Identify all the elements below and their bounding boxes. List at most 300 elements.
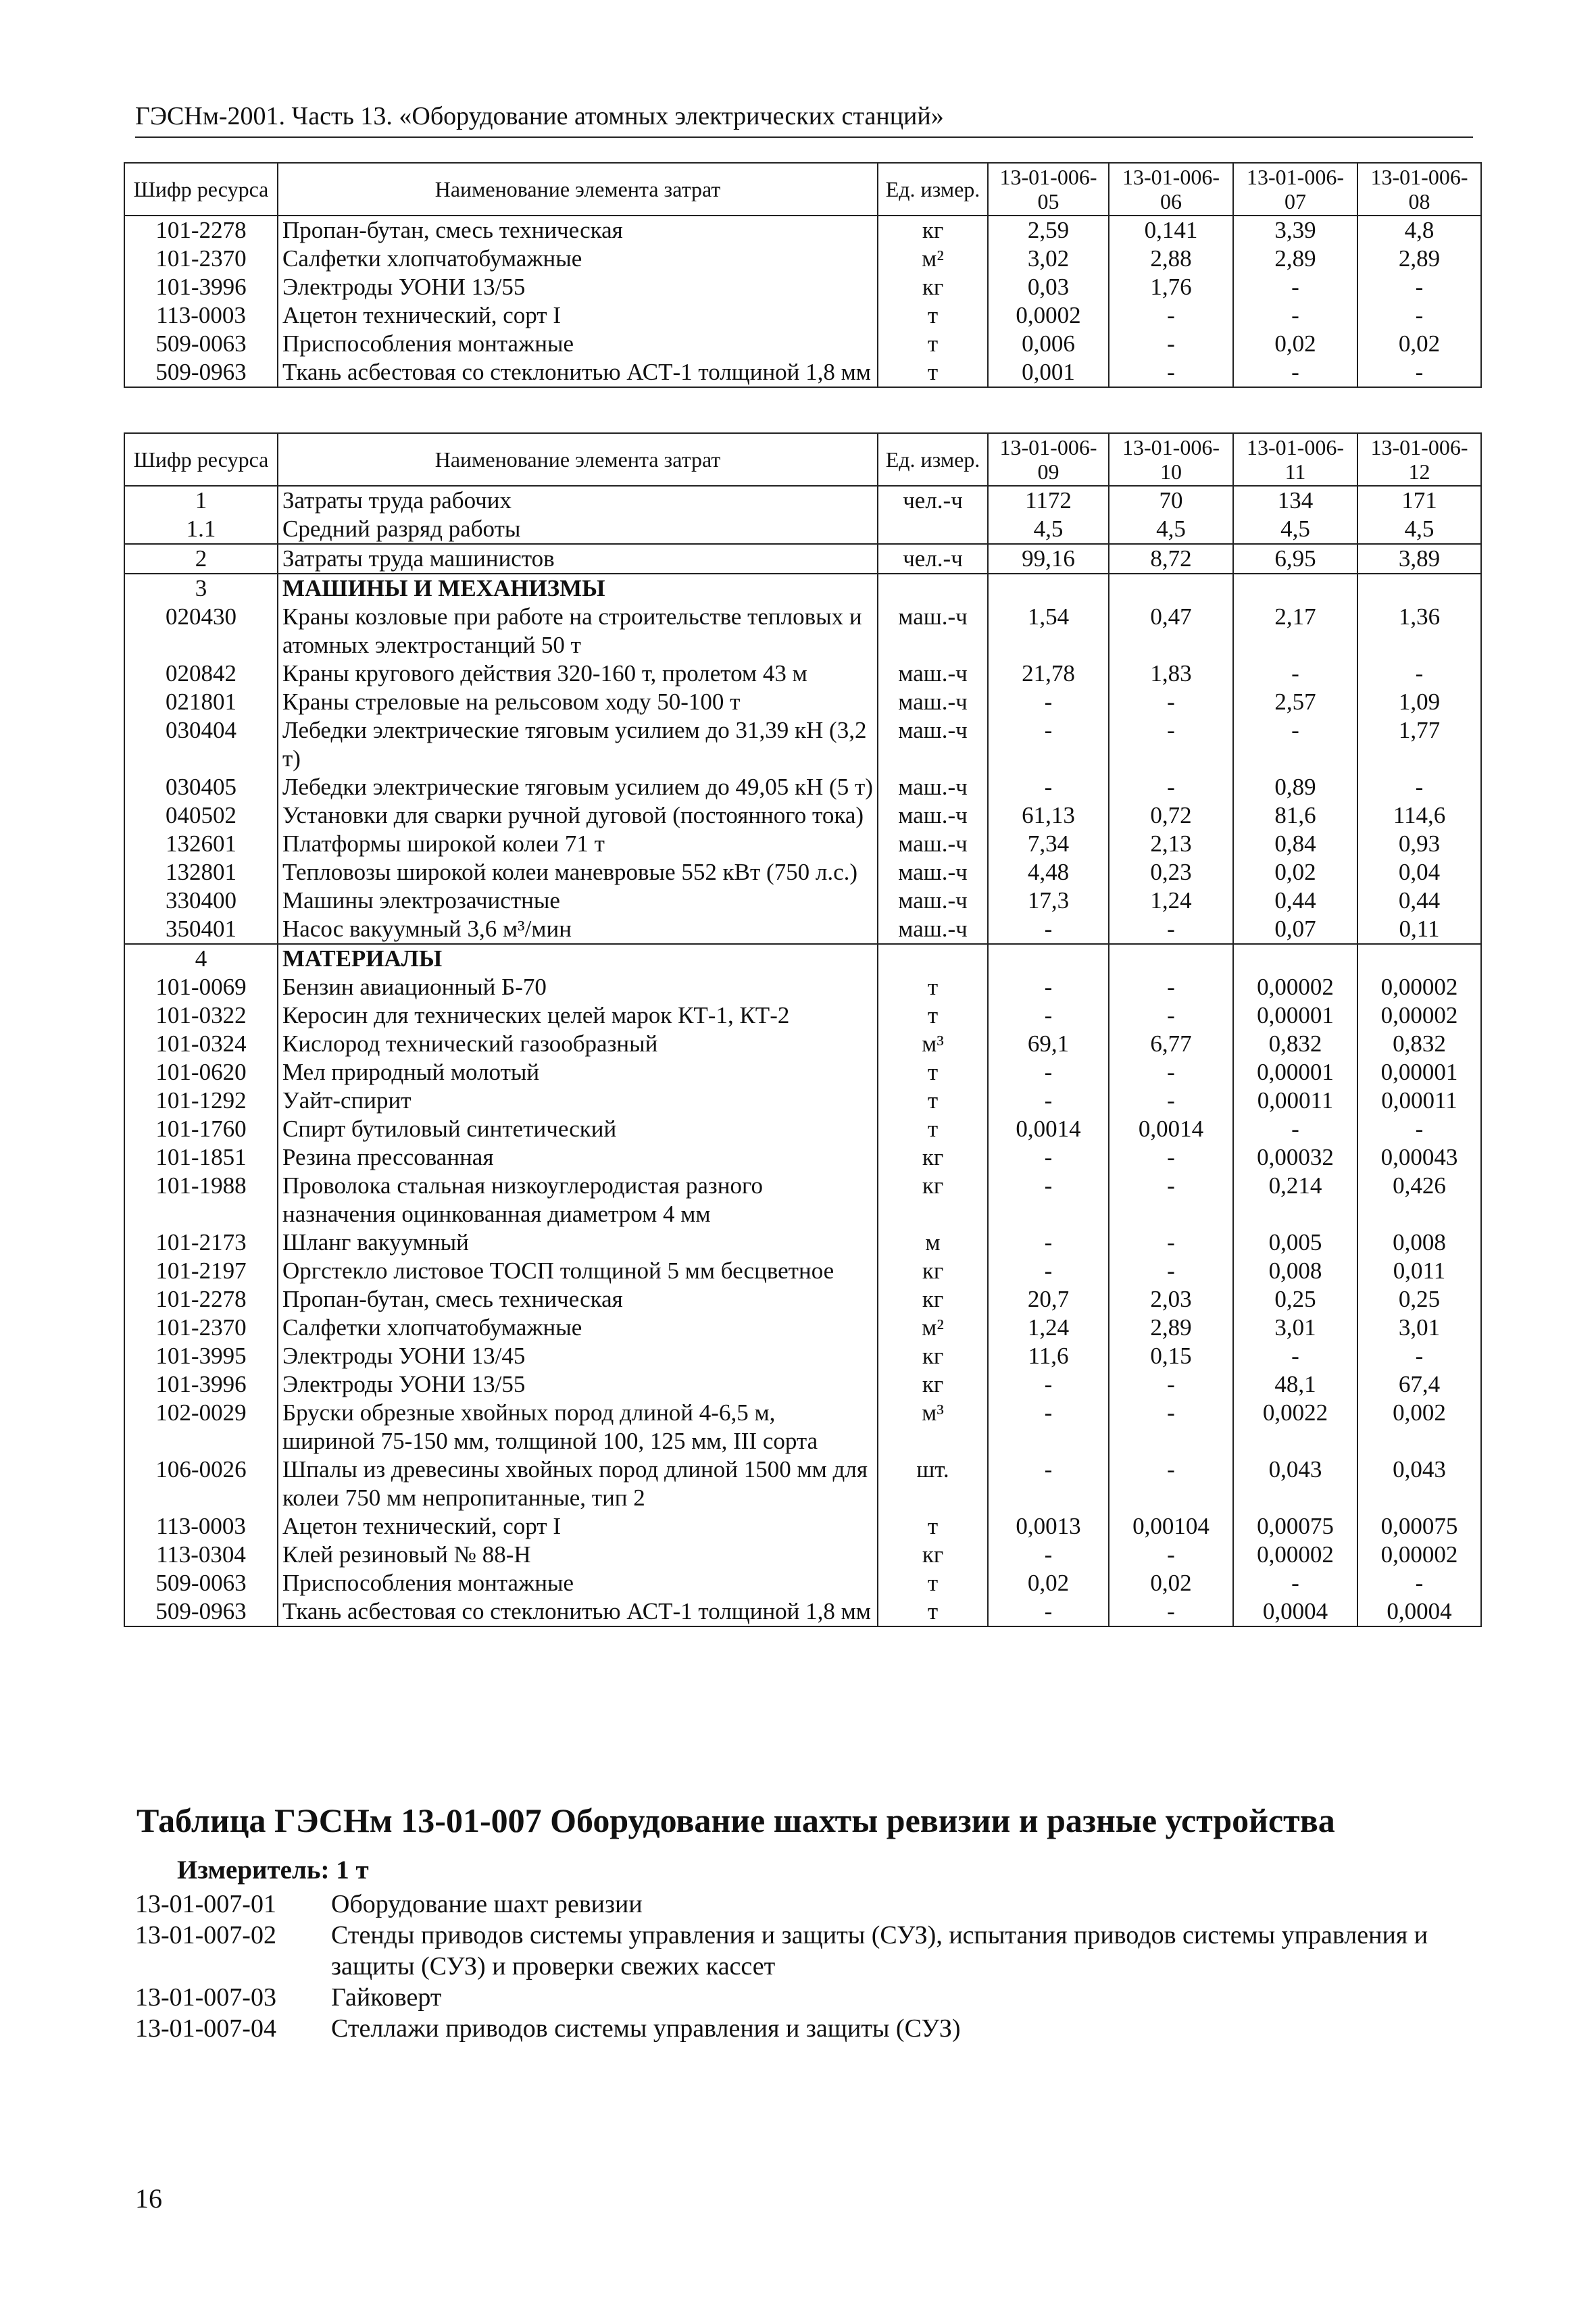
cost-element-name: Ткань асбестовая со стеклонитью АСТ-1 толщиной 1,8 мм xyxy=(278,358,878,387)
norm-value: 4,5 xyxy=(988,515,1109,544)
table-row xyxy=(124,1115,1481,1143)
cost-element-name: Средний разряд работы xyxy=(278,515,878,544)
norm-value: - xyxy=(1109,330,1233,358)
resource-code: 330400 xyxy=(124,887,278,915)
norm-value: 20,7 xyxy=(988,1285,1109,1314)
norm-value: - xyxy=(1233,1342,1357,1370)
norm-value: 0,04 xyxy=(1357,858,1481,887)
header-col-1: 13-01-006-09 xyxy=(988,433,1109,486)
norm-value: 1,54 xyxy=(988,603,1109,659)
norm-value: 2,17 xyxy=(1233,603,1357,659)
norm-value: 1,76 xyxy=(1109,273,1233,301)
resource-code: 509-0063 xyxy=(124,1569,278,1597)
work-description: Гайковерт xyxy=(331,1983,442,2012)
cost-element-name: Уайт-спирит xyxy=(278,1087,878,1115)
table-title: Таблица ГЭСНм 13-01-007 Оборудование шахты ревизии и разные устройства xyxy=(136,1801,1335,1839)
cost-element-name: Ацетон технический, сорт I xyxy=(278,301,878,330)
norm-value: 0,00032 xyxy=(1233,1143,1357,1172)
cost-element-name: Салфетки хлопчатобумажные xyxy=(278,245,878,273)
norm-value: - xyxy=(1109,773,1233,801)
unit-of-measure: т xyxy=(878,1058,988,1087)
norm-value: 2,89 xyxy=(1233,245,1357,273)
norm-value: - xyxy=(988,1455,1109,1512)
resource-code: 101-1292 xyxy=(124,1087,278,1115)
norm-value: - xyxy=(988,1143,1109,1172)
unit-of-measure xyxy=(878,515,988,544)
unit-of-measure: маш.-ч xyxy=(878,887,988,915)
header-col-3: 13-01-006-11 xyxy=(1233,433,1357,486)
norm-value: 1,83 xyxy=(1109,659,1233,688)
header-unit: Ед. измер. xyxy=(878,163,988,216)
norm-value: - xyxy=(988,1370,1109,1399)
norm-value: - xyxy=(988,1257,1109,1285)
resource-code: 101-0324 xyxy=(124,1030,278,1058)
resource-code: 509-0963 xyxy=(124,358,278,387)
norm-value: 3,02 xyxy=(988,245,1109,273)
table-row xyxy=(124,1285,1481,1314)
resource-code: 101-3996 xyxy=(124,1370,278,1399)
header-name: Наименование элемента затрат xyxy=(278,163,878,216)
cost-element-name: Затраты труда рабочих xyxy=(278,486,878,515)
table-row xyxy=(124,1001,1481,1030)
cost-element-name: Лебедки электрические тяговым усилием до 49,05 кН (5 т) xyxy=(278,773,878,801)
resource-code: 101-2278 xyxy=(124,216,278,245)
norm-value: - xyxy=(1357,1569,1481,1597)
norm-value: 0,043 xyxy=(1357,1455,1481,1512)
unit-of-measure: т xyxy=(878,973,988,1001)
work-code: 13-01-007-04 xyxy=(135,2014,276,2043)
cost-element-name: Краны козловые при работе на строительстве тепловых и атомных электростанций 50 т xyxy=(278,603,878,659)
norm-value: 0,15 xyxy=(1109,1342,1233,1370)
norm-value: - xyxy=(1109,688,1233,716)
norm-value: 0,0004 xyxy=(1357,1597,1481,1626)
norm-value: 0,011 xyxy=(1357,1257,1481,1285)
norm-value: 4,5 xyxy=(1109,515,1233,544)
resource-code: 020842 xyxy=(124,659,278,688)
unit-of-measure: маш.-ч xyxy=(878,801,988,830)
norm-value: 61,13 xyxy=(988,801,1109,830)
resource-code: 3 xyxy=(124,574,278,603)
norm-value: 0,005 xyxy=(1233,1228,1357,1257)
norm-value: 0,02 xyxy=(988,1569,1109,1597)
table-row xyxy=(124,1370,1481,1399)
resource-code: 132601 xyxy=(124,830,278,858)
work-description: Стеллажи приводов системы управления и защиты (СУЗ) xyxy=(331,2014,961,2043)
unit-of-measure: чел.-ч xyxy=(878,544,988,574)
norm-value: 0,0014 xyxy=(988,1115,1109,1143)
unit-of-measure: т xyxy=(878,1115,988,1143)
norm-value: 0,02 xyxy=(1233,330,1357,358)
norm-value: - xyxy=(988,773,1109,801)
unit-of-measure: м³ xyxy=(878,1030,988,1058)
norm-value: - xyxy=(1233,273,1357,301)
norm-value: 0,89 xyxy=(1233,773,1357,801)
norm-value: 0,0014 xyxy=(1109,1115,1233,1143)
cost-element-name: Шпалы из древесины хвойных пород длиной 1500 мм для колеи 750 мм непропитанные, тип 2 xyxy=(278,1455,878,1512)
unit-of-measure: кг xyxy=(878,1257,988,1285)
unit-of-measure: т xyxy=(878,1569,988,1597)
norm-value: - xyxy=(1109,358,1233,387)
norm-value: 2,88 xyxy=(1109,245,1233,273)
resource-code: 101-2173 xyxy=(124,1228,278,1257)
cost-element-name: Ткань асбестовая со стеклонитью АСТ-1 толщиной 1,8 мм xyxy=(278,1597,878,1626)
table-row xyxy=(124,1030,1481,1058)
section-row xyxy=(124,944,1481,973)
resource-code: 101-2370 xyxy=(124,245,278,273)
table-row xyxy=(124,773,1481,801)
norm-value: 2,57 xyxy=(1233,688,1357,716)
unit-of-measure: кг xyxy=(878,1172,988,1228)
cost-element-name: Электроды УОНИ 13/45 xyxy=(278,1342,878,1370)
norm-value: 0,00001 xyxy=(1233,1001,1357,1030)
table-row xyxy=(124,830,1481,858)
resource-code: 101-0322 xyxy=(124,1001,278,1030)
resource-code: 020430 xyxy=(124,603,278,659)
cost-element-name: Электроды УОНИ 13/55 xyxy=(278,1370,878,1399)
norm-value xyxy=(1109,574,1233,603)
norm-value: 1,77 xyxy=(1357,716,1481,773)
norm-value: - xyxy=(1109,301,1233,330)
unit-of-measure: кг xyxy=(878,1342,988,1370)
norm-value: 0,25 xyxy=(1233,1285,1357,1314)
norm-value: 0,47 xyxy=(1109,603,1233,659)
norm-value: - xyxy=(1109,1172,1233,1228)
table-row xyxy=(124,1087,1481,1115)
resource-code: 102-0029 xyxy=(124,1399,278,1455)
norm-value: - xyxy=(1109,1001,1233,1030)
norm-value: 0,008 xyxy=(1233,1257,1357,1285)
resource-code: 021801 xyxy=(124,688,278,716)
unit-of-measure: маш.-ч xyxy=(878,915,988,944)
unit-of-measure: т xyxy=(878,330,988,358)
norm-value: 6,77 xyxy=(1109,1030,1233,1058)
norm-value: - xyxy=(988,1399,1109,1455)
norm-value: 0,84 xyxy=(1233,830,1357,858)
work-list xyxy=(135,1889,1480,2044)
cost-element-name: Пропан-бутан, смесь техническая xyxy=(278,1285,878,1314)
resource-code: 113-0003 xyxy=(124,1512,278,1541)
cost-element-name: МАТЕРИАЛЫ xyxy=(278,944,878,973)
norm-value: 81,6 xyxy=(1233,801,1357,830)
norm-value: - xyxy=(1109,1058,1233,1087)
header-col-3: 13-01-006-07 xyxy=(1233,163,1357,216)
unit-of-measure: т xyxy=(878,358,988,387)
cost-element-name: Затраты труда машинистов xyxy=(278,544,878,574)
work-code: 13-01-007-02 xyxy=(135,1921,276,1949)
norm-value: - xyxy=(988,1228,1109,1257)
running-header: ГЭСНм-2001. Часть 13. «Оборудование атомных электрических станций» xyxy=(135,101,1473,138)
table-row xyxy=(124,330,1481,358)
norm-value: 11,6 xyxy=(988,1342,1109,1370)
resource-code: 106-0026 xyxy=(124,1455,278,1512)
norm-value: 67,4 xyxy=(1357,1370,1481,1399)
norm-value: - xyxy=(988,1541,1109,1569)
table-row xyxy=(124,245,1481,273)
norm-value: - xyxy=(1357,301,1481,330)
resource-code: 101-1760 xyxy=(124,1115,278,1143)
resource-code: 101-3996 xyxy=(124,273,278,301)
norm-value: 0,00011 xyxy=(1233,1087,1357,1115)
norm-value: 134 xyxy=(1233,486,1357,515)
norm-value: 0,02 xyxy=(1109,1569,1233,1597)
norm-value: 99,16 xyxy=(988,544,1109,574)
norm-value: 0,00075 xyxy=(1357,1512,1481,1541)
unit-of-measure: м² xyxy=(878,1314,988,1342)
norm-value: - xyxy=(1233,1569,1357,1597)
cost-element-name: Платформы широкой колеи 71 т xyxy=(278,830,878,858)
cost-element-name: Бензин авиационный Б-70 xyxy=(278,973,878,1001)
table-row xyxy=(124,544,1481,574)
norm-value: - xyxy=(988,1172,1109,1228)
norm-value: - xyxy=(1109,1257,1233,1285)
header-name: Наименование элемента затрат xyxy=(278,433,878,486)
unit-of-measure: маш.-ч xyxy=(878,659,988,688)
norm-value: 0,02 xyxy=(1357,330,1481,358)
cost-element-name: Машины электрозачистные xyxy=(278,887,878,915)
norm-value: 3,01 xyxy=(1233,1314,1357,1342)
norm-value: 2,89 xyxy=(1109,1314,1233,1342)
unit-of-measure: маш.-ч xyxy=(878,830,988,858)
cost-element-name: Тепловозы широкой колеи маневровые 552 кВт (750 л.с.) xyxy=(278,858,878,887)
norm-value: 4,8 xyxy=(1357,216,1481,245)
norm-value: 0,72 xyxy=(1109,801,1233,830)
table-row xyxy=(124,301,1481,330)
norm-value: 0,00043 xyxy=(1357,1143,1481,1172)
norm-value xyxy=(1233,574,1357,603)
table-row xyxy=(124,1512,1481,1541)
cost-element-name: Краны кругового действия 320-160 т, пролетом 43 м xyxy=(278,659,878,688)
norm-value: 0,00002 xyxy=(1357,973,1481,1001)
norm-value: 0,03 xyxy=(988,273,1109,301)
norm-value: 3,89 xyxy=(1357,544,1481,574)
resource-code: 113-0304 xyxy=(124,1541,278,1569)
norm-value: - xyxy=(1357,659,1481,688)
resource-code: 030405 xyxy=(124,773,278,801)
norm-value xyxy=(988,574,1109,603)
resource-code: 101-0620 xyxy=(124,1058,278,1087)
norm-value: 0,00002 xyxy=(1357,1001,1481,1030)
norm-value: - xyxy=(988,915,1109,944)
norm-value: 17,3 xyxy=(988,887,1109,915)
norm-value: 2,13 xyxy=(1109,830,1233,858)
work-code: 13-01-007-01 xyxy=(135,1890,276,1918)
norm-value: 171 xyxy=(1357,486,1481,515)
work-description: Оборудование шахт ревизии xyxy=(331,1890,643,1918)
table-row xyxy=(124,515,1481,544)
resource-code: 1.1 xyxy=(124,515,278,544)
cost-element-name: Шланг вакуумный xyxy=(278,1228,878,1257)
resource-code: 350401 xyxy=(124,915,278,944)
norm-value: - xyxy=(1233,716,1357,773)
cost-element-name: Салфетки хлопчатобумажные xyxy=(278,1314,878,1342)
resource-code: 101-2197 xyxy=(124,1257,278,1285)
norm-value: - xyxy=(988,688,1109,716)
unit-of-measure: кг xyxy=(878,1370,988,1399)
norm-value: 0,0013 xyxy=(988,1512,1109,1541)
table-row xyxy=(124,1172,1481,1228)
norm-value: - xyxy=(1357,773,1481,801)
unit-of-measure: кг xyxy=(878,1285,988,1314)
norm-value: 0,00002 xyxy=(1233,973,1357,1001)
resource-code: 132801 xyxy=(124,858,278,887)
work-item xyxy=(135,2013,1480,2044)
resource-code: 509-0063 xyxy=(124,330,278,358)
resource-table-006-09-12 xyxy=(124,432,1482,1627)
norm-value: - xyxy=(1233,358,1357,387)
norm-value: 0,00002 xyxy=(1357,1541,1481,1569)
header-col-1: 13-01-006-05 xyxy=(988,163,1109,216)
work-description: Стенды приводов системы управления и защиты (СУЗ), испытания приводов системы управления и защиты (СУЗ) и проверки свежих кассет xyxy=(331,1921,1428,1981)
table-row xyxy=(124,801,1481,830)
cost-element-name: Оргстекло листовое ТОСП толщиной 5 мм бесцветное xyxy=(278,1257,878,1285)
norm-value: - xyxy=(988,1087,1109,1115)
header-col-4: 13-01-006-12 xyxy=(1357,433,1481,486)
table-row xyxy=(124,1228,1481,1257)
unit-of-measure: м² xyxy=(878,245,988,273)
header-col-2: 13-01-006-10 xyxy=(1109,433,1233,486)
resource-code: 030404 xyxy=(124,716,278,773)
norm-value: 0,426 xyxy=(1357,1172,1481,1228)
norm-value xyxy=(1357,574,1481,603)
norm-value: - xyxy=(1109,1399,1233,1455)
table-row xyxy=(124,1257,1481,1285)
cost-element-name: Пропан-бутан, смесь техническая xyxy=(278,216,878,245)
table-row xyxy=(124,716,1481,773)
norm-value: 0,11 xyxy=(1357,915,1481,944)
page-number: 16 xyxy=(135,2183,162,2214)
table-row xyxy=(124,216,1481,245)
norm-value: - xyxy=(1109,716,1233,773)
unit-of-measure: м xyxy=(878,1228,988,1257)
table-row xyxy=(124,1314,1481,1342)
norm-value: 4,5 xyxy=(1233,515,1357,544)
norm-value: 3,39 xyxy=(1233,216,1357,245)
resource-code: 101-2370 xyxy=(124,1314,278,1342)
cost-element-name: Кислород технический газообразный xyxy=(278,1030,878,1058)
resource-code: 4 xyxy=(124,944,278,973)
unit-of-measure: кг xyxy=(878,216,988,245)
unit-of-measure: кг xyxy=(878,1541,988,1569)
norm-value: 0,0022 xyxy=(1233,1399,1357,1455)
cost-element-name: Насос вакуумный 3,6 м³/мин xyxy=(278,915,878,944)
norm-value: 0,0004 xyxy=(1233,1597,1357,1626)
section-row xyxy=(124,574,1481,603)
table-row xyxy=(124,603,1481,659)
cost-element-name: МАШИНЫ И МЕХАНИЗМЫ xyxy=(278,574,878,603)
table-row xyxy=(124,1455,1481,1512)
norm-value: 0,0002 xyxy=(988,301,1109,330)
norm-value: 0,44 xyxy=(1233,887,1357,915)
norm-value: - xyxy=(988,1058,1109,1087)
norm-value: 2,89 xyxy=(1357,245,1481,273)
unit-of-measure: т xyxy=(878,301,988,330)
header-code: Шифр ресурса xyxy=(124,163,278,216)
resource-code: 509-0963 xyxy=(124,1597,278,1626)
header-unit: Ед. измер. xyxy=(878,433,988,486)
norm-value: - xyxy=(1357,358,1481,387)
resource-code: 2 xyxy=(124,544,278,574)
table-row xyxy=(124,358,1481,387)
table-row xyxy=(124,973,1481,1001)
norm-value: 3,01 xyxy=(1357,1314,1481,1342)
table-row xyxy=(124,659,1481,688)
norm-value: 0,002 xyxy=(1357,1399,1481,1455)
unit-of-measure: т xyxy=(878,1512,988,1541)
header-col-4: 13-01-006-08 xyxy=(1357,163,1481,216)
norm-value: 6,95 xyxy=(1233,544,1357,574)
norm-value: 8,72 xyxy=(1109,544,1233,574)
table-row xyxy=(124,887,1481,915)
cost-element-name: Краны стреловые на рельсовом ходу 50-100 т xyxy=(278,688,878,716)
cost-element-name: Резина прессованная xyxy=(278,1143,878,1172)
norm-value: - xyxy=(1357,273,1481,301)
norm-value: 4,48 xyxy=(988,858,1109,887)
unit-of-measure: маш.-ч xyxy=(878,858,988,887)
cost-element-name: Спирт бутиловый синтетический xyxy=(278,1115,878,1143)
work-item xyxy=(135,1889,1480,1920)
table-row xyxy=(124,1597,1481,1626)
norm-value: 0,23 xyxy=(1109,858,1233,887)
norm-value: 1,24 xyxy=(988,1314,1109,1342)
unit-of-measure: т xyxy=(878,1001,988,1030)
header-col-2: 13-01-006-06 xyxy=(1109,163,1233,216)
cost-element-name: Проволока стальная низкоуглеродистая разного назначения оцинкованная диаметром 4 мм xyxy=(278,1172,878,1228)
header-code: Шифр ресурса xyxy=(124,433,278,486)
norm-value xyxy=(1109,944,1233,973)
unit-of-measure: т xyxy=(878,1597,988,1626)
cost-element-name: Керосин для технических целей марок КТ-1, КТ-2 xyxy=(278,1001,878,1030)
norm-value xyxy=(988,944,1109,973)
resource-code: 101-1988 xyxy=(124,1172,278,1228)
norm-value: 0,02 xyxy=(1233,858,1357,887)
unit-of-measure: кг xyxy=(878,273,988,301)
norm-value: 0,00104 xyxy=(1109,1512,1233,1541)
norm-value: 48,1 xyxy=(1233,1370,1357,1399)
resource-code: 040502 xyxy=(124,801,278,830)
norm-value: 69,1 xyxy=(988,1030,1109,1058)
norm-value: - xyxy=(1109,1228,1233,1257)
norm-value: - xyxy=(1109,1541,1233,1569)
norm-value: 0,44 xyxy=(1357,887,1481,915)
norm-value: - xyxy=(1109,973,1233,1001)
norm-value: 0,07 xyxy=(1233,915,1357,944)
resource-code: 101-2278 xyxy=(124,1285,278,1314)
norm-value: 0,141 xyxy=(1109,216,1233,245)
unit-of-measure: кг xyxy=(878,1143,988,1172)
cost-element-name: Приспособления монтажные xyxy=(278,330,878,358)
norm-value: 2,03 xyxy=(1109,1285,1233,1314)
cost-element-name: Мел природный молотый xyxy=(278,1058,878,1087)
norm-value: 0,006 xyxy=(988,330,1109,358)
resource-code: 113-0003 xyxy=(124,301,278,330)
norm-value: - xyxy=(1357,1342,1481,1370)
resource-code: 1 xyxy=(124,486,278,515)
norm-value: 1,24 xyxy=(1109,887,1233,915)
cost-element-name: Электроды УОНИ 13/55 xyxy=(278,273,878,301)
norm-value: - xyxy=(1109,1455,1233,1512)
norm-value: 70 xyxy=(1109,486,1233,515)
norm-value: - xyxy=(1233,301,1357,330)
norm-value: 114,6 xyxy=(1357,801,1481,830)
unit-of-measure: маш.-ч xyxy=(878,716,988,773)
table-row xyxy=(124,1569,1481,1597)
norm-value: - xyxy=(988,1597,1109,1626)
cost-element-name: Приспособления монтажные xyxy=(278,1569,878,1597)
unit-of-measure: маш.-ч xyxy=(878,773,988,801)
norm-value: 4,5 xyxy=(1357,515,1481,544)
norm-value: 0,00075 xyxy=(1233,1512,1357,1541)
norm-value: 0,008 xyxy=(1357,1228,1481,1257)
